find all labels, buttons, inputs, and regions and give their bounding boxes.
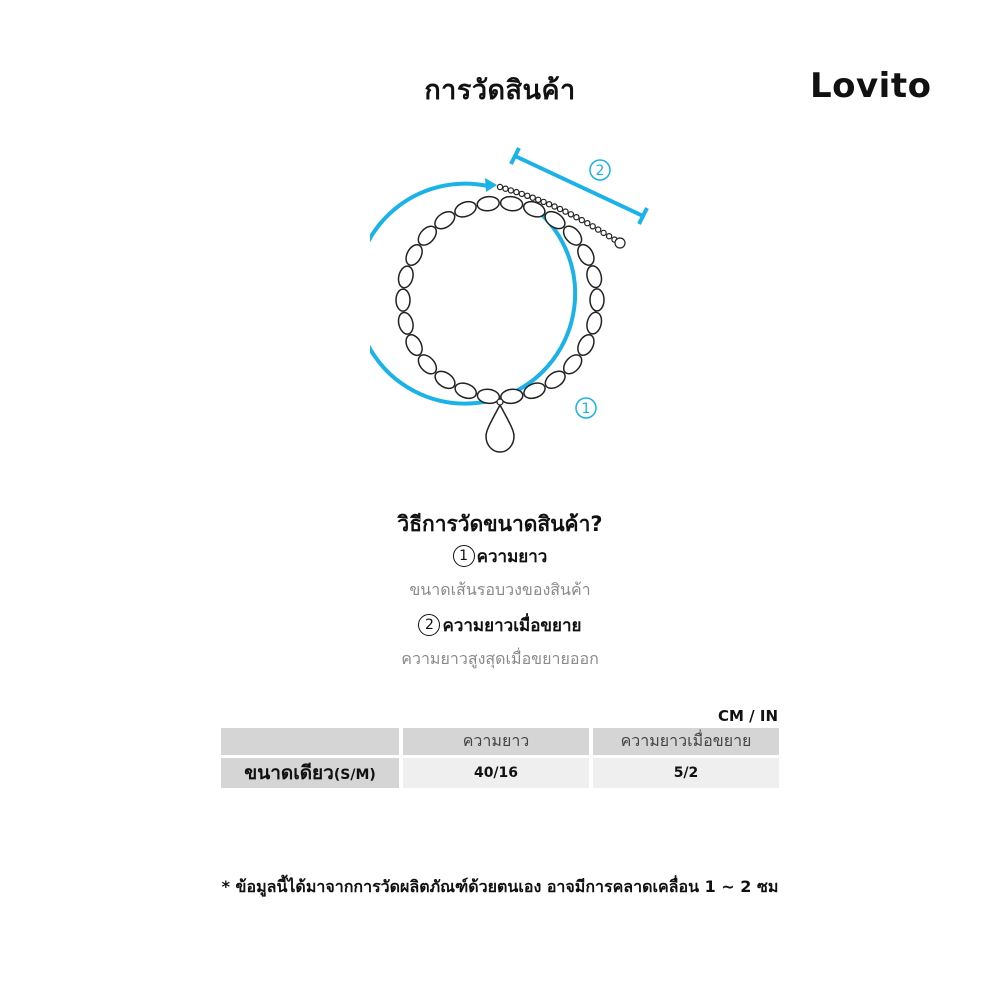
extension-bead [497, 184, 502, 189]
chain-link [453, 199, 479, 220]
header-cell-length: ความยาว [403, 728, 589, 755]
size-table [217, 725, 783, 791]
teardrop-pendant [486, 405, 514, 452]
extension-bead [585, 221, 590, 226]
measure-2-label: ความยาวเมื่อขยาย [442, 616, 582, 636]
measure-1-number: 1 [453, 545, 475, 567]
size-name: ขนาดเดียว [244, 762, 334, 784]
marker-2-label: 2 [595, 163, 605, 179]
marker-1-label: 1 [581, 401, 591, 417]
extension-bead [615, 238, 625, 248]
extension-bead [568, 212, 573, 217]
chain-link [476, 195, 500, 212]
size-code: (S/M) [333, 767, 376, 783]
extension-bead [508, 188, 513, 193]
extension-bead [579, 218, 584, 223]
header-cell-empty [221, 728, 399, 755]
extension-bead [541, 199, 546, 204]
brand-logo: Lovito [810, 66, 932, 106]
bracelet-diagram [370, 140, 670, 460]
chain-link [453, 380, 479, 401]
extension-bead [519, 191, 524, 196]
extension-bead [563, 209, 568, 214]
extension-bead [574, 215, 579, 220]
length-value: 40/16 [403, 758, 589, 788]
measure-1-description: ขนาดเส้นรอบวงของสินค้า [409, 580, 591, 599]
chain-link [403, 242, 426, 268]
chain-link [575, 332, 598, 358]
size-label-cell [221, 758, 399, 788]
bracelet-chain [396, 195, 604, 404]
chain-link [403, 332, 426, 358]
footnote: * ข้อมูลนี้ได้มาจากการวัดผลิตภัณฑ์ด้วยตนเอง อาจมีการคลาดเคลื่อน 1 ~ 2 ซม [221, 877, 779, 896]
table-row [221, 758, 779, 788]
extension-bead [552, 204, 557, 209]
extension-bead [530, 195, 535, 200]
header-cell-extended-length: ความยาวเมื่อขยาย [593, 728, 779, 755]
pendant-bail [497, 399, 503, 405]
chain-link [590, 289, 604, 311]
extension-bead [536, 197, 541, 202]
chain-link [396, 289, 410, 311]
extension-bead [607, 234, 612, 239]
measure-2-description: ความยาวสูงสุดเมื่อขยายออก [401, 649, 599, 668]
chain-link [500, 195, 524, 212]
page-title: การวัดสินค้า [424, 75, 576, 106]
unit-label: CM / IN [718, 707, 778, 725]
extension-bead [557, 206, 562, 211]
extended-length-value: 5/2 [593, 758, 779, 788]
measure-1-heading [0, 543, 1000, 570]
chain-link [396, 265, 415, 290]
extension-bead [596, 227, 601, 232]
extension-bead [547, 202, 552, 207]
chain-link [396, 311, 415, 336]
chain-link [585, 311, 604, 336]
extension-bead [503, 186, 508, 191]
chain-link [585, 264, 604, 289]
extension-bead [601, 230, 606, 235]
circumference-arrowhead [485, 178, 497, 192]
extension-bead [514, 190, 519, 195]
chain-link [575, 242, 598, 268]
measure-2-heading [0, 612, 1000, 639]
measure-2-number: 2 [418, 614, 440, 636]
measure-1-label: ความยาว [476, 547, 548, 567]
extension-bead [525, 193, 530, 198]
table-header-row [221, 728, 779, 755]
extension-bead [590, 224, 595, 229]
howto-heading: วิธีการวัดขนาดสินค้า? [397, 512, 603, 536]
